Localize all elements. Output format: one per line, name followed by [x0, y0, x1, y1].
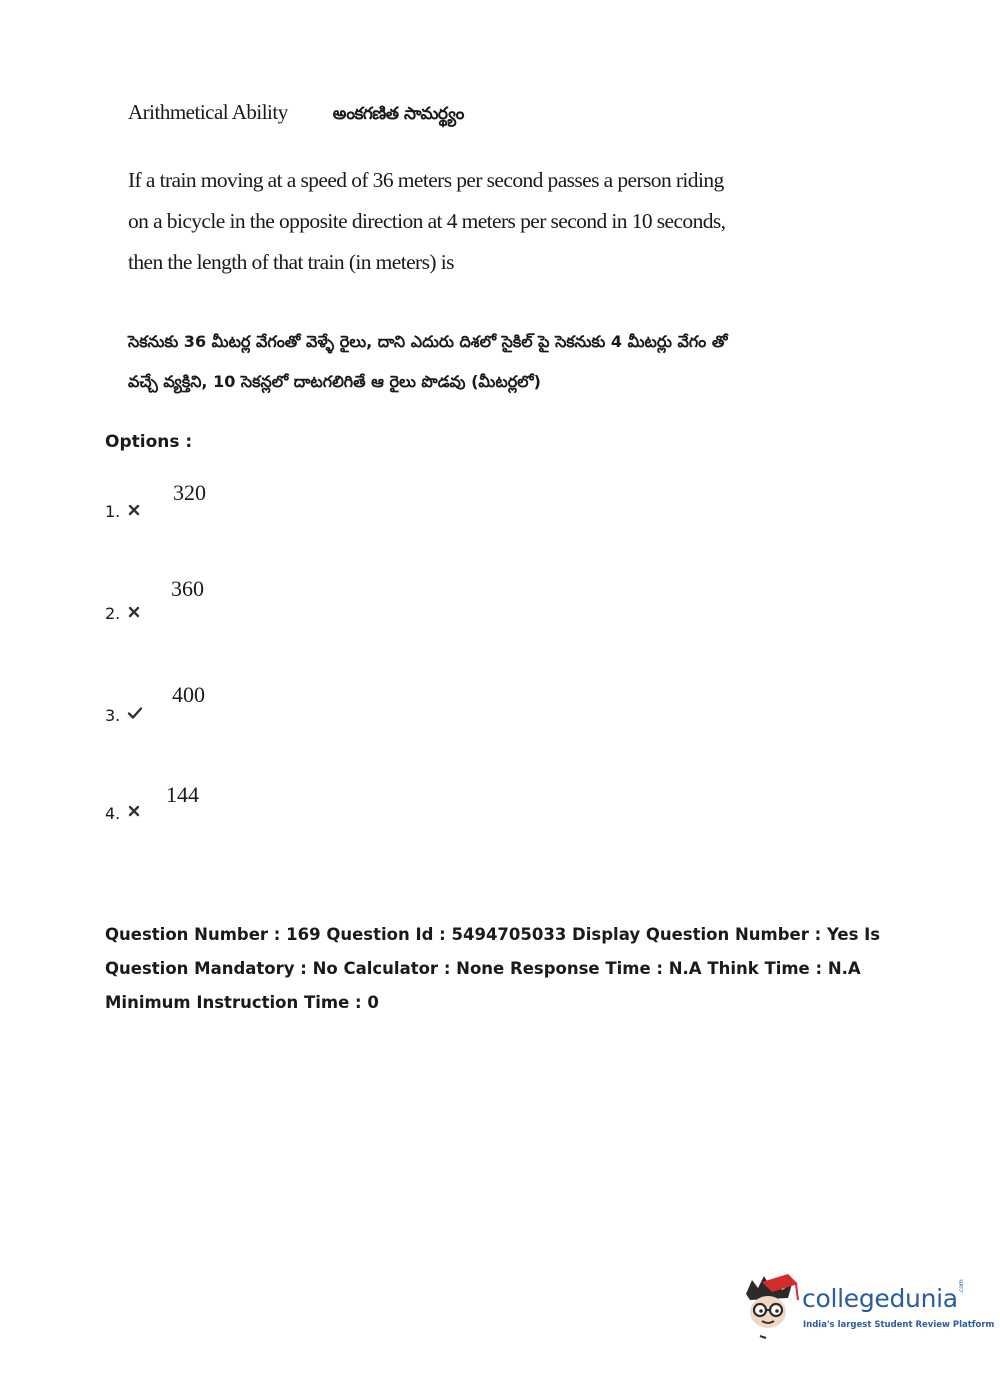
- options-label: Options :: [105, 432, 193, 452]
- logo-tagline: India's largest Student Review Platform: [803, 1320, 995, 1330]
- section-heading: [128, 100, 464, 128]
- option-value: 320: [173, 480, 206, 505]
- logo-wordmark: collegedunia: [802, 1284, 958, 1313]
- question-text-english: If a train moving at a speed of 36 meters per second passes a person riding on a bicycle in the opposite direction at 4 meters per second in 10 seconds, then the length of that train (in meters) is: [128, 168, 726, 274]
- option-value: 360: [171, 576, 204, 601]
- cross-icon: [127, 503, 141, 517]
- option-number: 4.: [105, 804, 121, 823]
- option-number: 2.: [105, 604, 121, 623]
- logo-suffix: .com: [958, 1279, 965, 1294]
- cross-icon: [127, 605, 141, 619]
- option-number: 1.: [105, 502, 121, 521]
- option-number: 3.: [105, 706, 121, 725]
- section-title-telugu: అంకగణిత సామర్థ్యం: [332, 104, 464, 124]
- cross-icon: [127, 804, 141, 818]
- question-metadata: Question Number : 169 Question Id : 5494705033 Display Question Number : Yes Is Question Mandatory : No Calculator : None Response Time : N.A Think Time : N.A Minimum Instruction Time : 0: [105, 925, 881, 1012]
- option-value: 144: [166, 782, 199, 807]
- question-text-telugu: సెకనుకు 36 మీటర్ల వేగంతో వెళ్ళే రైలు, దాని ఎదురు దిశలో సైకిల్ పై సెకనుకు 4 మీటర్లు వేగం తో వచ్చే వ్యక్తిని, 10 సెకన్లలో దాటగలిగితే ఆ రైలు పొడవు (మీటర్లలో): [128, 332, 728, 391]
- collegedunia-logo: [740, 1272, 995, 1342]
- section-title-english: Arithmetical Ability: [128, 100, 288, 124]
- checkmark-icon: [127, 706, 143, 720]
- mascot-icon: [740, 1272, 804, 1342]
- option-value: 400: [172, 682, 205, 707]
